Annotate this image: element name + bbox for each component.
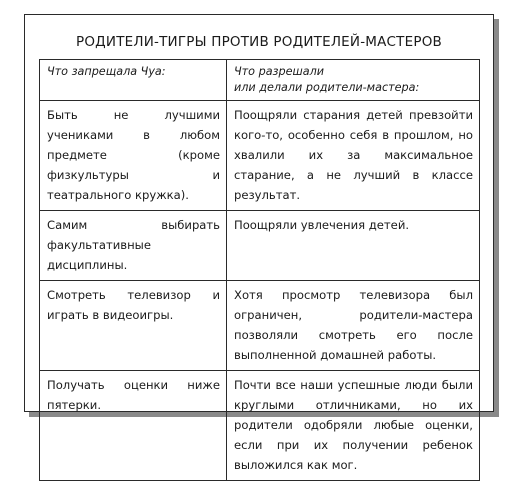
cell-forbidden: Получать оценки ниже пятерки. <box>40 371 227 481</box>
table-row <box>40 281 480 371</box>
cell-forbidden: Смотреть телевизор и играть в видеоигры. <box>40 281 227 371</box>
cell-forbidden: Быть не лучшими учениками в любом предмете (кроме физкультуры и театрального кружка). <box>40 101 227 211</box>
header-cell-forbidden <box>40 60 227 101</box>
table-row <box>40 101 480 211</box>
table-row <box>40 371 480 481</box>
header-cell-allowed <box>227 60 480 101</box>
header-forbidden-label: Что запрещала Чуа: <box>47 65 166 78</box>
cell-allowed: Поощряли старания детей превзойти кого-то, особенно себя в прошлом, но хвалили их за максимальное старание, а не лучший в классе результат. <box>227 101 480 211</box>
comparison-table <box>39 59 480 481</box>
cell-allowed: Хотя просмотр телевизора был ограничен, родители-мастера позволяли смотреть его после выполненной домашней работы. <box>227 281 480 371</box>
table-row <box>40 211 480 281</box>
cell-allowed: Почти все наши успешные люди были круглыми отличниками, но их родители одобряли любые оценки, если при их получении ребенок выложился как мог. <box>227 371 480 481</box>
table-header-row <box>40 60 480 101</box>
comparison-box <box>24 14 494 472</box>
cell-allowed: Поощряли увлечения детей. <box>227 211 480 281</box>
header-allowed-label: Что разрешали или делали родители-мастера: <box>234 65 420 94</box>
frame-shadow-right <box>494 19 499 417</box>
cell-forbidden: Самим выбирать факультативные дисциплины. <box>40 211 227 281</box>
box-title: РОДИТЕЛИ-ТИГРЫ ПРОТИВ РОДИТЕЛЕЙ-МАСТЕРОВ <box>75 34 442 50</box>
